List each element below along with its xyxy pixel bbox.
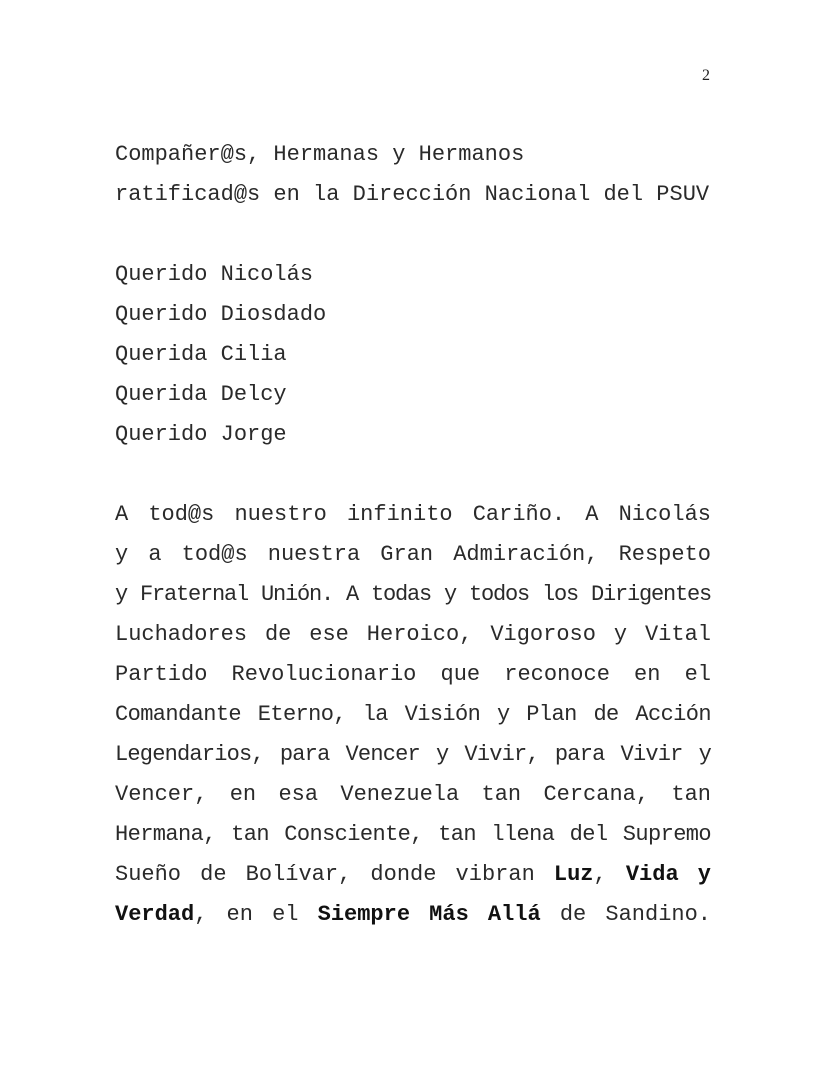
bold-text: Luz bbox=[553, 862, 594, 887]
body-line-emphasis bbox=[115, 895, 711, 935]
body-line: Partido Revolucionario que reconoce en el bbox=[115, 662, 711, 687]
body-line-emphasis bbox=[115, 855, 711, 895]
page-number: 2 bbox=[702, 67, 710, 84]
bold-text: Vida y bbox=[625, 862, 711, 887]
bold-text: Verdad bbox=[115, 902, 195, 927]
name-line: Querido Nicolás bbox=[115, 262, 314, 287]
body-line: Luchadores de ese Heroico, Vigoroso y Vital bbox=[115, 622, 711, 647]
greeting-line-1: Compañer@s, Hermanas y Hermanos bbox=[115, 142, 525, 167]
line-text: de Sandino. bbox=[540, 902, 711, 927]
letter-body bbox=[115, 135, 711, 935]
line-text: , en el bbox=[194, 902, 318, 927]
spacer bbox=[115, 215, 711, 255]
name-line: Querido Diosdado bbox=[115, 302, 327, 327]
line-text: Sueño de Bolívar, donde vibran bbox=[115, 862, 554, 887]
body-line: y a tod@s nuestra Gran Admiración, Respeto bbox=[115, 542, 711, 567]
body-line: A tod@s nuestro infinito Cariño. A Nicolás bbox=[115, 502, 711, 527]
body-line: y Fraternal Unión. A todas y todos los Dirigentes bbox=[115, 582, 711, 607]
greeting-line-2: ratificad@s en la Dirección Nacional del PSUV bbox=[115, 182, 710, 207]
body-line: Vencer, en esa Venezuela tan Cercana, tan bbox=[115, 782, 711, 807]
body-line: Comandante Eterno, la Visión y Plan de Acción bbox=[115, 702, 711, 727]
body-line: Legendarios, para Vencer y Vivir, para Vivir y bbox=[115, 742, 711, 767]
name-line: Querido Jorge bbox=[115, 422, 287, 447]
body-line: Hermana, tan Consciente, tan llena del Supremo bbox=[115, 822, 711, 847]
spacer bbox=[115, 455, 711, 495]
name-line: Querida Delcy bbox=[115, 382, 287, 407]
name-line: Querida Cilia bbox=[115, 342, 287, 367]
bold-text: Siempre Más Allá bbox=[317, 902, 541, 927]
line-text: , bbox=[593, 862, 626, 887]
